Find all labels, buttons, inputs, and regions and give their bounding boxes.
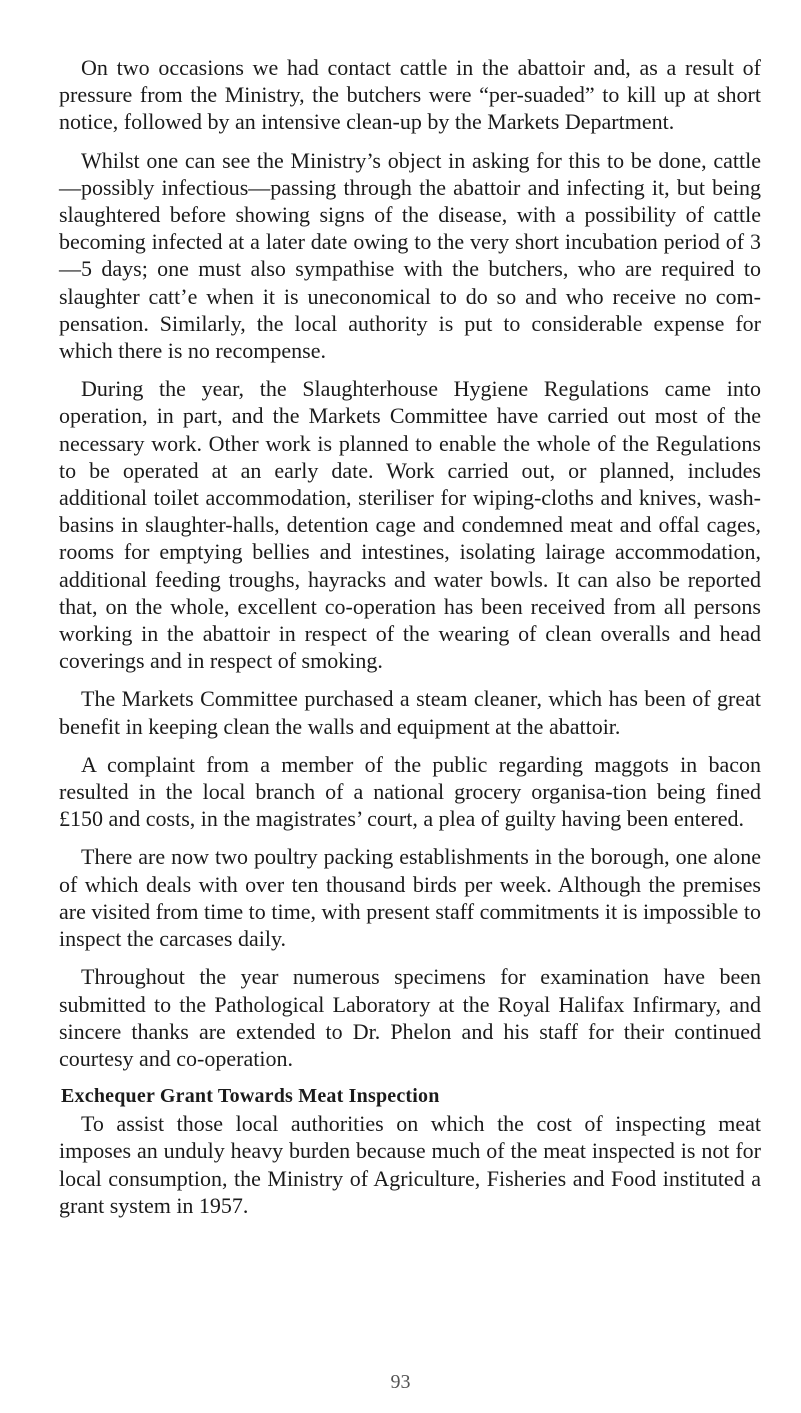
paragraph-pathological-laboratory: Throughout the year numerous specimens for examination have been submitted to the Pathological Laboratory at the Royal Halifax Infirmary, and sincere thanks are extended to Dr. Phelon and his staff for their continued courtesy and co-operation. (59, 964, 761, 1071)
document-page (59, 54, 761, 1230)
page-number: 93 (390, 1371, 411, 1393)
paragraph-exchequer-grant: To assist those local authorities on which the cost of inspecting meat imposes an unduly heavy burden because much of the meat inspected is not for local consumption, the Ministry of Agriculture, Fisheries and Food instituted a grant system in 1957. (59, 1111, 761, 1218)
paragraph-maggots-complaint: A complaint from a member of the public regarding maggots in bacon resulted in the local branch of a national grocery organisa-tion being fined £150 and costs, in the magistrates’ court, a plea of guilty having been entered. (59, 751, 761, 832)
paragraph-contact-cattle: On two occasions we had contact cattle in the abattoir and, as a result of pressure from the Ministry, the butchers were “per-suaded” to kill up at short notice, followed by an intensive clean-up by the Markets Department. (59, 55, 761, 135)
paragraph-steam-cleaner: The Markets Committee purchased a steam cleaner, which has been of great benefit in keeping clean the walls and equipment at the abattoir. (59, 686, 761, 739)
paragraph-poultry-packing: There are now two poultry packing establishments in the borough, one alone of which deals with over ten thousand birds per week. Although the premises are visited from time to time, with present staff commitments it is impossible to inspect the carcases daily. (59, 844, 761, 952)
paragraph-hygiene-regulations: During the year, the Slaughterhouse Hygiene Regulations came into operation, in part, and the Markets Committee have carried out most of the necessary work. Other work is planned to enable the whole of the Regulations to be operated at an early date. Work carried out, or planned, includes additional toilet accommodation, steriliser for wiping-cloths and knives, wash-basins in slaughter-halls, detention cage and condemned meat and offal cages, rooms for emptying bellies and intestines, isolating lairage accommodation, additional feeding troughs, hayracks and water bowls. It can also be reported that, on the whole, excellent co-operation has been received from all persons working in the abattoir in respect of the wearing of clean overalls and head coverings and in respect of smoking. (59, 376, 761, 674)
section-heading: Exchequer Grant Towards Meat Inspection (61, 1085, 440, 1108)
paragraph-ministry-object: Whilst one can see the Ministry’s object in asking for this to be done, cattle—possibly infectious—passing through the abattoir and infecting it, but being slaughtered before showing signs of the disease, with a possibility of cattle becoming infected at a later date owing to the very short incubation period of 3—5 days; one must also sympathise with the butchers, who are required to slaughter catt’e when it is uneconomical to do so and who receive no com-pensation. Similarly, the local authority is put to considerable expense for which there is no recompense. (59, 147, 761, 364)
